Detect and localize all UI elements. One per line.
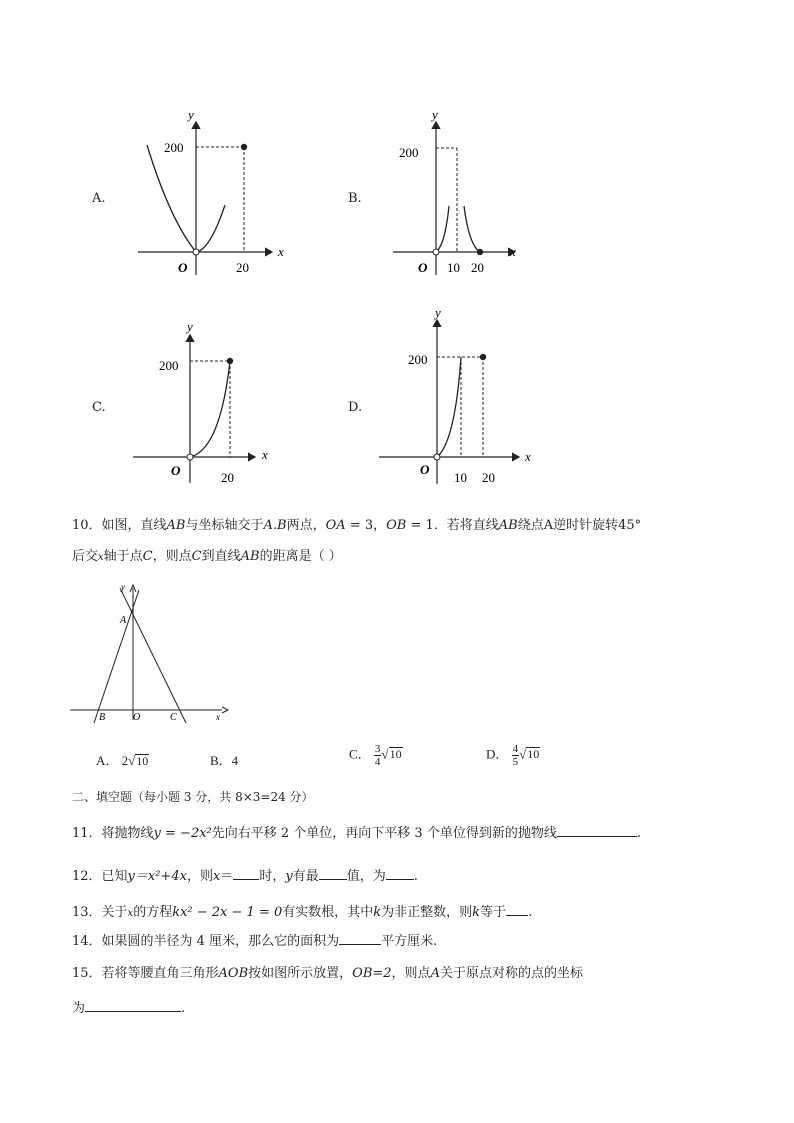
fig-o-label: O (133, 712, 141, 723)
x-axis-label: x (262, 447, 268, 462)
end-point (227, 358, 233, 364)
q10-option-b[interactable]: B．4 (210, 753, 239, 768)
y-tick-label: 200 (164, 140, 184, 155)
curve (437, 357, 461, 457)
origin-label: O (418, 260, 428, 275)
y-tick-label: 200 (159, 358, 179, 373)
y-axis-label: y (188, 107, 194, 122)
x-tick-label-10: 10 (454, 470, 467, 485)
y-tick-label: 200 (408, 352, 428, 367)
q12-blank-2[interactable] (319, 865, 347, 880)
curve-left (436, 206, 449, 252)
origin-label: O (420, 462, 430, 477)
origin-point (433, 249, 439, 255)
x-tick-label: 20 (236, 260, 249, 275)
origin-point (434, 454, 440, 460)
graph-b (385, 100, 535, 280)
q12-blank-1[interactable] (233, 865, 259, 880)
q12: 12．已知y＝x²+4x，则x＝ 时，y有最 值，为 . (72, 865, 418, 887)
q10-option-a[interactable]: A． 2√10 (96, 753, 149, 768)
curve (147, 145, 225, 252)
section-heading: 二、填空题（每小题 3 分，共 8×3=24 分） (72, 790, 314, 804)
fig-y-label: y (121, 582, 125, 592)
option-b-label: B. (348, 191, 362, 206)
q10-figure (70, 580, 235, 725)
x-tick-label-10: 10 (447, 260, 460, 275)
option-a-label: A. (92, 191, 106, 206)
q10-line2: 后交x轴于点C，则点C到直线AB的距离是（ ） (72, 549, 342, 564)
option-d-label: D. (348, 400, 363, 415)
x-tick-label-20: 20 (471, 260, 484, 275)
q12-blank-3[interactable] (386, 865, 414, 880)
graph-d (375, 302, 545, 492)
fig-a-label: A (120, 615, 127, 626)
y-axis-label: y (187, 319, 193, 334)
x-axis-label: x (525, 449, 531, 464)
option-c-label: C. (92, 400, 106, 415)
q15-line1: 15．若将等腰直角三角形AOB按如图所示放置，OB=2，则点A关于原点对称的点的坐标 (72, 966, 583, 981)
fig-c-label: C (170, 712, 177, 723)
q13: 13．关于x的方程kx² − 2x − 1 = 0有实数根，其中k为非正整数，则k等于 . (72, 901, 532, 924)
line-ab (94, 590, 139, 723)
x-axis-label: x (278, 244, 284, 259)
x-axis-label: x (510, 244, 516, 259)
origin-label: O (171, 463, 181, 478)
y-axis-label: y (432, 107, 438, 122)
origin-label: O (178, 260, 188, 275)
y-tick-label: 200 (399, 145, 419, 160)
end-point (241, 144, 247, 150)
graph-a (130, 100, 300, 280)
q10-option-c[interactable]: C． $\frac{3}{4}$ √10 (349, 743, 402, 768)
graph-c (125, 315, 285, 490)
q11: 11．将抛物线y = −2x²先向右平移 2 个单位，再向下平移 3 个单位得到新的抛物线 . (72, 822, 641, 844)
x-tick-label: 20 (221, 470, 234, 485)
line-ac (120, 588, 186, 723)
y-axis-label: y (435, 305, 441, 320)
q10-option-d[interactable]: D． $\frac{4}{5}$ √10 (486, 743, 540, 768)
q15-answer-blank[interactable] (85, 997, 181, 1012)
q13-answer-blank[interactable] (506, 901, 528, 916)
curve (190, 361, 230, 457)
end-point (477, 249, 483, 255)
q10-line1: 10．如图，直线AB与坐标轴交于A.B两点，OA = 3，OB = 1．若将直线AB绕点A逆时针旋转45° (72, 518, 642, 533)
x-tick-label-20: 20 (482, 470, 495, 485)
fig-x-label: x (216, 712, 220, 722)
q14: 14．如果圆的半径为 4 厘米，那么它的面积为 平方厘米. (72, 930, 437, 952)
end-point (480, 354, 486, 360)
fig-b-label: B (99, 712, 106, 723)
q14-answer-blank[interactable] (339, 930, 381, 945)
curve-right (464, 206, 480, 252)
q11-answer-blank[interactable] (557, 822, 637, 837)
q15-line2: 为 . (72, 997, 185, 1019)
origin-point (187, 454, 193, 460)
origin-point (193, 249, 199, 255)
